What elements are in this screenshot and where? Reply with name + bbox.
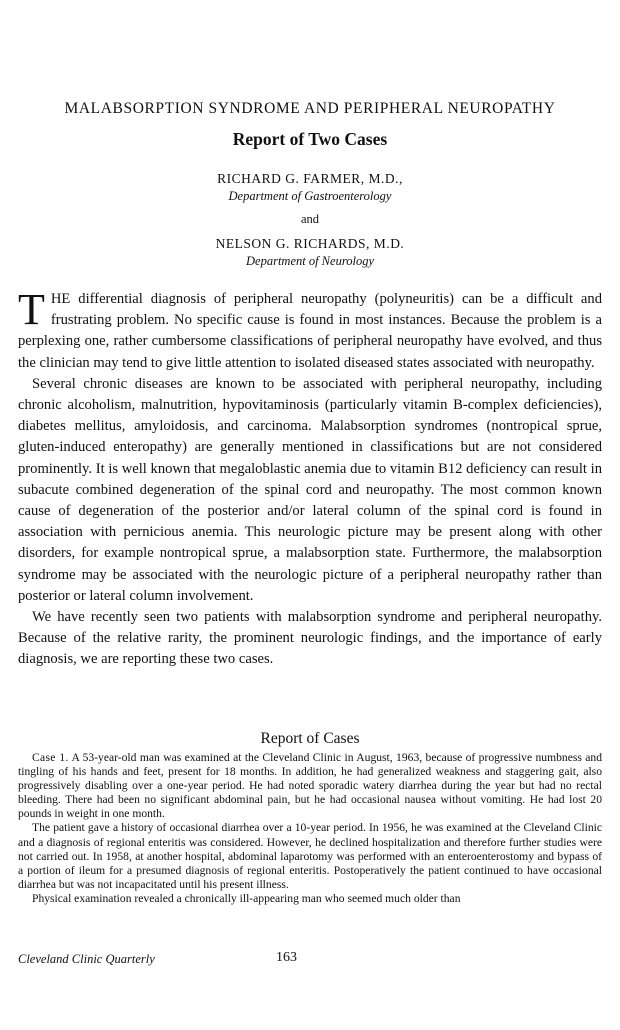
intro-paragraph-1: THE differential diagnosis of peripheral neuropathy (polyneuritis) can be a difficult and frustrating problem. No specific cause is found in most instances. Because the problem is a perplexing one, rather cumbersome classifications of peripheral neuropathy have evolved, and thus the clinician may tend to give little attention to isolated diseased states associated with neuropathy. [18,285,602,371]
article-subtitle: Report of Two Cases [232,129,388,149]
section-heading-report-of-cases: Report of Cases [260,730,360,747]
intro-paragraph-3: We have recently seen two patients with malabsorption syndrome and peripheral neuropathy. Because of the relative rarity, the prominent neurologic findings, and the importance of early diagnosis, we are reporting these two cases. [18,609,602,668]
case-1-paragraph-3: Physical examination revealed a chronically ill-appearing man who seemed much older than [32,891,461,905]
footer-page-number: 163 [276,950,297,965]
article-body [18,285,602,671]
intro-paragraph-2: Several chronic diseases are known to be associated with peripheral neuropathy, including chronic alcoholism, malnutrition, hypovitaminosis (particularly vitamin B-complex deficiencies), diabetes mellitus, amyloidosis, and carcinoma. Malabsorption syndromes (nontropical sprue, gluten-induced enteropathy) are generally mentioned in classifications but are not considered prominently. It is well known that megaloblastic anemia due to vitamin B12 deficiency can result in subacute combined degeneration of the spinal cord and neuropathy. The most common known cause of degeneration of the posterior and/or lateral column of the spinal cord is found in association with pernicious anemia. This neurologic picture may be present along with other disorders, for example nontropical sprue, a malabsorption state. Furthermore, the malabsorption syndrome may be associated with the neurologic picture of a peripheral neuropathy rather than posterior or lateral column involvement. [18,375,602,604]
footer-journal-name: Cleveland Clinic Quarterly [18,952,155,966]
case-1-paragraph-1: Case 1. A 53-year-old man was examined at the Cleveland Clinic in August, 1963, because of progressive numbness and tingling of his hands and feet, present for 18 months. In addition, he had generalized weakness and staggering gait, also progressively disabling over a one-year period. He had noted sporadic watery diarrhea during the year but had no rectal bleeding. There had been no significant abdominal pain, but he had occasional nausea without vomiting. He had lost 20 pounds in weight in one month. [18,751,602,821]
article-title: MALABSORPTION SYNDROME AND PERIPHERAL NEUROPATHY [64,100,556,117]
case-report-text [18,751,602,906]
author-1-name: RICHARD G. FARMER, M.D., [217,171,403,186]
author-1-department: Department of Gastroenterology [228,189,392,203]
case-label: Case 1. [32,751,69,764]
drop-cap: T [18,285,45,334]
author-2-department: Department of Neurology [246,254,374,268]
case-1-paragraph-2: The patient gave a history of occasional diarrhea over a 10-year period. In 1956, he was examined at the Cleveland Clinic and a diagnosis of regional enteritis was considered. However, he declined hospitalization and therefore further studies were not carried out. In 1958, at another hospital, abdominal laparotomy was performed with an enteroenterostomy and bypass of a portion of ileum for a presumed diagnosis of regional enteritis. Postoperatively the patient continued to have occasional diarrhea but was not incapacitated until his present illness. [18,821,602,891]
author-2-name: NELSON G. RICHARDS, M.D. [215,236,405,251]
author-separator: and [300,212,320,226]
